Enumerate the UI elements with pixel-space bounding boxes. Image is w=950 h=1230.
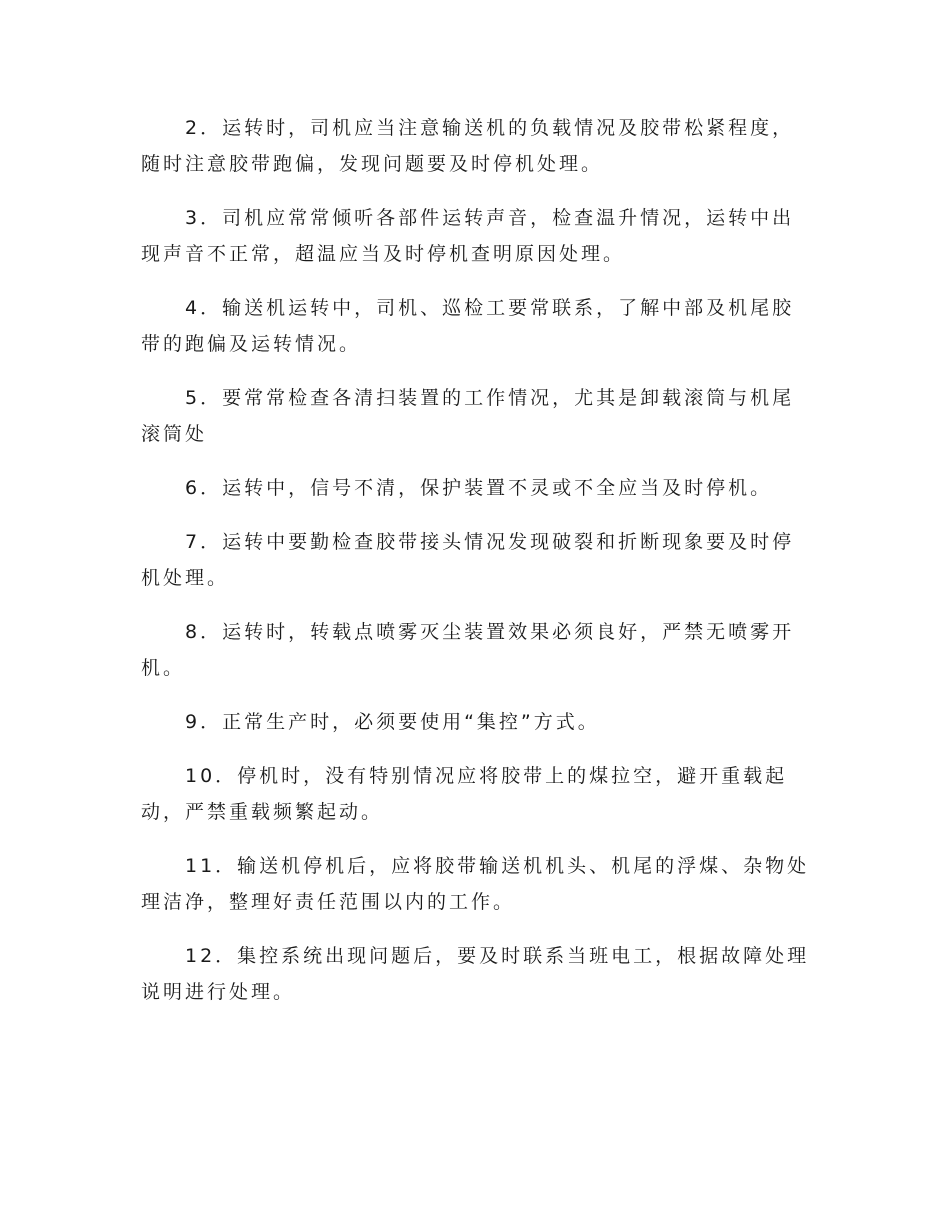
- paragraph-item-5: 5．要常常检查各清扫装置的工作情况，尤其是卸载滚筒与机尾滚筒处: [141, 387, 795, 445]
- paragraph-item-4: 4．输送机运转中，司机、巡检工要常联系，了解中部及机尾胶带的跑偏及运转情况。: [141, 297, 795, 355]
- paragraph-item-9: 9．正常生产时，必须要使用“集控”方式。: [185, 711, 600, 733]
- paragraph-item-3: 3．司机应常常倾听各部件运转声音，检查温升情况，运转中出现声音不正常，超温应当及时停机查明原因处理。: [141, 207, 795, 265]
- paragraph-item-2: 2．运转时，司机应当注意输送机的负载情况及胶带松紧程度，随时注意胶带跑偏，发现问题要及时停机处理。: [141, 117, 795, 175]
- paragraph-item-7: 7．运转中要勤检查胶带接头情况发现破裂和折断现象要及时停机处理。: [141, 531, 795, 589]
- document-body: [141, 110, 811, 1028]
- paragraph-item-12: 12．集控系统出现问题后，要及时联系当班电工，根据故障处理说明进行处理。: [141, 945, 810, 1003]
- paragraph-item-6: 6．运转中，信号不清，保护装置不灵或不全应当及时停机。: [185, 477, 773, 499]
- paragraph-item-8: 8．运转时，转载点喷雾灭尘装置效果必须良好，严禁无喷雾开机。: [141, 621, 795, 679]
- paragraph-item-10: 10．停机时，没有特别情况应将胶带上的煤拉空，避开重载起动，严禁重载频繁起动。: [141, 765, 788, 823]
- paragraph-item-11: 11．输送机停机后，应将胶带输送机机头、机尾的浮煤、杂物处理洁净，整理好责任范围以内的工作。: [141, 855, 810, 913]
